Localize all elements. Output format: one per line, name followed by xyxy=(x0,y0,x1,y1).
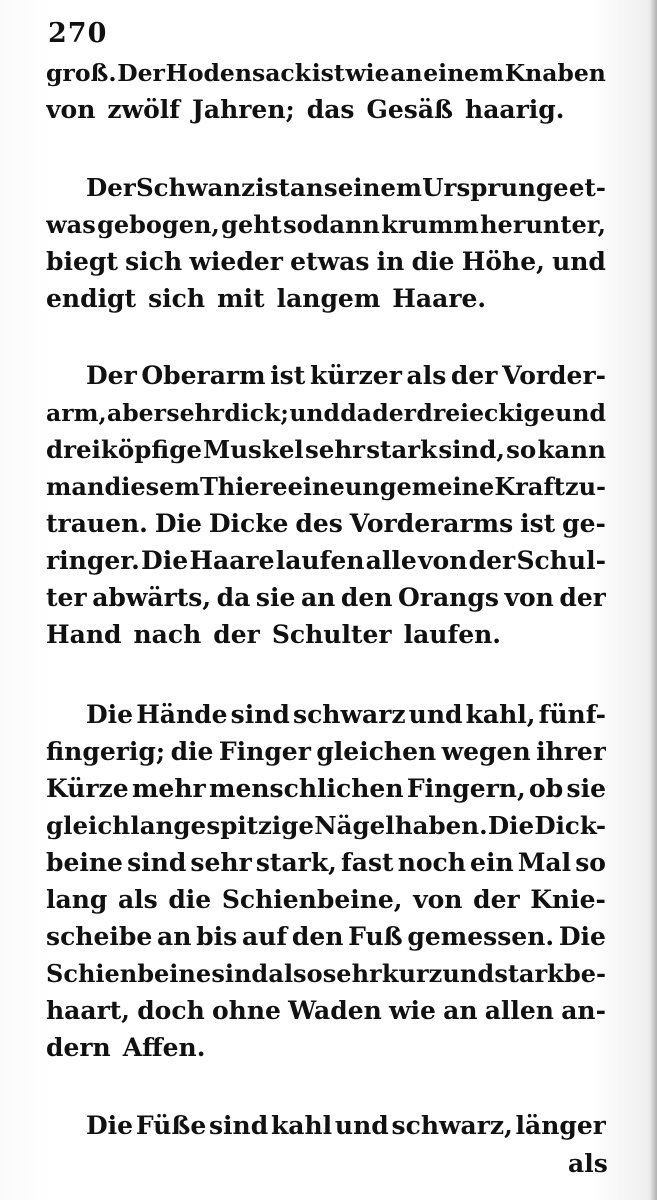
word: wegen xyxy=(441,737,531,766)
word: scheibe xyxy=(46,922,153,951)
word: auf xyxy=(241,922,288,951)
text-line xyxy=(46,432,606,468)
word: ringer. xyxy=(46,546,140,575)
word: allen xyxy=(484,996,554,1025)
word: Oberarm xyxy=(141,361,266,390)
word: Schul- xyxy=(516,546,606,575)
word: ihrer xyxy=(536,737,606,766)
text-line xyxy=(86,1108,606,1144)
text-line xyxy=(46,993,606,1029)
word: den xyxy=(340,583,393,612)
word: also xyxy=(268,959,323,988)
word: sehr xyxy=(322,959,382,988)
word: Thiere xyxy=(199,472,288,501)
word: Die xyxy=(86,700,134,729)
word: Die xyxy=(141,546,189,575)
word: Vorder- xyxy=(502,361,606,390)
word: etwas xyxy=(290,247,370,276)
word: herunter, xyxy=(480,210,606,239)
word: mit xyxy=(217,284,265,313)
word: Der xyxy=(86,361,137,390)
word: be- xyxy=(563,959,606,988)
word: Knaben xyxy=(504,59,606,87)
word: aber xyxy=(107,399,166,427)
word: der xyxy=(372,399,417,427)
word: stark, xyxy=(255,848,337,877)
text-line xyxy=(46,882,606,918)
word: der xyxy=(468,546,516,575)
text-line xyxy=(46,808,606,844)
word: ist xyxy=(270,361,306,390)
word: Schienbeine xyxy=(46,959,212,988)
word: da xyxy=(340,399,372,427)
word: ungemeine xyxy=(344,472,495,501)
text-line xyxy=(46,55,606,91)
word: menschlichen xyxy=(209,774,404,803)
word: sehr xyxy=(190,848,252,877)
word: Muskel xyxy=(203,435,304,464)
word: haart, xyxy=(46,996,130,1025)
word: Ursprunge xyxy=(422,173,569,202)
text-line xyxy=(46,617,606,653)
word: stark xyxy=(366,435,438,464)
word: Fuß xyxy=(348,922,403,951)
word: Höhe, xyxy=(461,247,545,276)
word: man xyxy=(46,472,105,501)
word: diesem xyxy=(104,472,200,501)
word: und xyxy=(552,247,606,276)
word: Die xyxy=(154,509,202,538)
word: endigt xyxy=(46,284,137,313)
word: groß. xyxy=(46,59,117,87)
word: zu- xyxy=(564,472,606,501)
text-line xyxy=(46,395,606,431)
word: sie xyxy=(255,583,296,612)
word: seinem xyxy=(323,173,422,202)
word: dreieckige xyxy=(416,399,555,427)
text-line xyxy=(46,207,606,243)
text-line xyxy=(46,580,606,616)
text-line xyxy=(46,956,606,992)
word: geht xyxy=(221,210,282,239)
word: trauen. xyxy=(46,509,148,538)
word: arm, xyxy=(46,399,107,427)
word: an xyxy=(290,173,324,202)
word: von xyxy=(418,546,468,575)
word: Hodensack xyxy=(165,59,312,87)
word: sich xyxy=(148,284,206,313)
word: den xyxy=(291,922,344,951)
word: spitzige xyxy=(206,811,314,840)
word: sehr xyxy=(304,435,366,464)
word: sehr xyxy=(166,399,224,427)
text-line xyxy=(86,170,606,206)
word: Mal xyxy=(517,848,572,877)
word: sie xyxy=(566,774,606,803)
word: Finger xyxy=(218,737,311,766)
word: was xyxy=(46,210,96,239)
word: ist xyxy=(520,509,556,538)
word: kahl xyxy=(270,1111,333,1140)
word: sind xyxy=(208,1111,269,1140)
word: gebogen, xyxy=(97,210,220,239)
word: die xyxy=(168,885,212,914)
word: gemessen. xyxy=(407,922,555,951)
word: sodann xyxy=(283,210,380,239)
text-line xyxy=(46,734,606,770)
word: so xyxy=(506,435,537,464)
word: dick; xyxy=(224,399,289,427)
word: Dicke xyxy=(208,509,289,538)
word: Die xyxy=(558,922,606,951)
word: lange xyxy=(130,811,207,840)
word: fast xyxy=(341,848,394,877)
word: ge- xyxy=(562,509,606,538)
word: gleich xyxy=(46,811,131,840)
word: an xyxy=(300,583,336,612)
word: so xyxy=(575,848,606,877)
text-line xyxy=(86,697,606,733)
text-line xyxy=(46,919,606,955)
text-line xyxy=(46,506,606,542)
word: Schwanz xyxy=(135,173,256,202)
word: die xyxy=(411,247,455,276)
word: Kürze xyxy=(46,774,129,803)
word: kann xyxy=(537,435,606,464)
word: abwärts, xyxy=(92,583,212,612)
text-line xyxy=(86,358,606,394)
word: Affen. xyxy=(122,1033,206,1062)
word: biegt xyxy=(46,247,118,276)
word: laufen. xyxy=(403,620,502,649)
word: dreiköpfige xyxy=(46,435,202,464)
word: einem xyxy=(423,59,504,87)
word: in xyxy=(376,247,405,276)
word: des xyxy=(295,509,343,538)
word: Hände xyxy=(136,700,228,729)
word: Der xyxy=(117,59,165,87)
word: kahl, xyxy=(465,700,536,729)
word: Die xyxy=(86,1111,134,1140)
word: haarig. xyxy=(465,95,565,124)
word: da xyxy=(216,583,251,612)
word: wie xyxy=(388,996,436,1025)
word: an xyxy=(443,996,478,1025)
word: Schienbeine, xyxy=(221,885,403,914)
text-line xyxy=(46,92,606,128)
word: ohne xyxy=(211,996,281,1025)
word: ein xyxy=(470,848,514,877)
word: schwarz xyxy=(293,700,406,729)
word: stark xyxy=(494,959,564,988)
word: und xyxy=(334,1111,389,1140)
word: Fingern, xyxy=(406,774,526,803)
word: haben. xyxy=(394,811,488,840)
word: ist xyxy=(255,173,290,202)
word: laufen xyxy=(275,546,365,575)
word: und xyxy=(555,399,606,427)
word: die xyxy=(170,737,214,766)
word: lang xyxy=(46,885,108,914)
word: gleichen xyxy=(316,737,437,766)
word: eine xyxy=(287,472,345,501)
word: Orangs xyxy=(398,583,499,612)
word: langem xyxy=(276,284,381,313)
word: an xyxy=(390,59,423,87)
word: von xyxy=(46,95,96,124)
word: fingerig; xyxy=(46,737,166,766)
word: und xyxy=(408,700,463,729)
text-line xyxy=(46,281,606,317)
word: kürzer xyxy=(309,361,402,390)
word: mehr xyxy=(131,774,206,803)
word: Kraft xyxy=(494,472,565,501)
word: zwölf xyxy=(107,95,181,124)
text-line xyxy=(46,543,606,579)
word: und xyxy=(289,399,340,427)
word: Nägel xyxy=(314,811,395,840)
word: als xyxy=(406,361,447,390)
text-line xyxy=(46,1030,606,1066)
word: ob xyxy=(529,774,564,803)
word: fünf- xyxy=(538,700,606,729)
catchword: als xyxy=(568,1149,608,1178)
word: Die xyxy=(487,811,535,840)
word: Vorderarms xyxy=(349,509,514,538)
page-edge-shadow xyxy=(649,0,657,1200)
word: wie xyxy=(345,59,390,87)
word: an- xyxy=(561,996,606,1025)
word: alle xyxy=(365,546,417,575)
word: Hand xyxy=(46,620,122,649)
word: ist xyxy=(311,59,345,87)
word: Waden xyxy=(288,996,382,1025)
word: an xyxy=(157,922,192,951)
word: der xyxy=(213,620,260,649)
word: et- xyxy=(568,173,606,202)
word: sind xyxy=(127,848,187,877)
word: sich xyxy=(125,247,183,276)
text-line xyxy=(46,244,606,280)
word: sind, xyxy=(438,435,505,464)
word: schwarz, xyxy=(391,1111,513,1140)
word: der xyxy=(473,885,520,914)
word: Gesäß xyxy=(366,95,454,124)
word: sind xyxy=(230,700,290,729)
word: beine xyxy=(46,848,123,877)
text-line xyxy=(46,469,606,505)
word: Knie- xyxy=(530,885,606,914)
word: der xyxy=(450,361,498,390)
word: von xyxy=(504,583,554,612)
word: kurz xyxy=(381,959,443,988)
word: Der xyxy=(86,173,136,202)
word: bis xyxy=(196,922,238,951)
page-number: 270 xyxy=(48,18,108,49)
word: nach xyxy=(133,620,202,649)
word: Haare xyxy=(189,546,275,575)
word: der xyxy=(559,583,606,612)
word: Schulter xyxy=(271,620,392,649)
word: Dick- xyxy=(534,811,606,840)
word: Füße xyxy=(135,1111,207,1140)
word: länger xyxy=(515,1111,606,1140)
text-line xyxy=(46,771,606,807)
word: krumm xyxy=(381,210,479,239)
word: Haare. xyxy=(392,284,487,313)
word: dern xyxy=(46,1033,111,1062)
word: doch xyxy=(137,996,205,1025)
word: von xyxy=(413,885,463,914)
word: das xyxy=(306,95,355,124)
word: sind xyxy=(211,959,269,988)
word: ter xyxy=(46,583,87,612)
text-line xyxy=(46,845,606,881)
word: und xyxy=(442,959,495,988)
word: wieder xyxy=(189,247,283,276)
word: Jahren; xyxy=(192,95,295,124)
word: als xyxy=(117,885,158,914)
word: noch xyxy=(397,848,466,877)
